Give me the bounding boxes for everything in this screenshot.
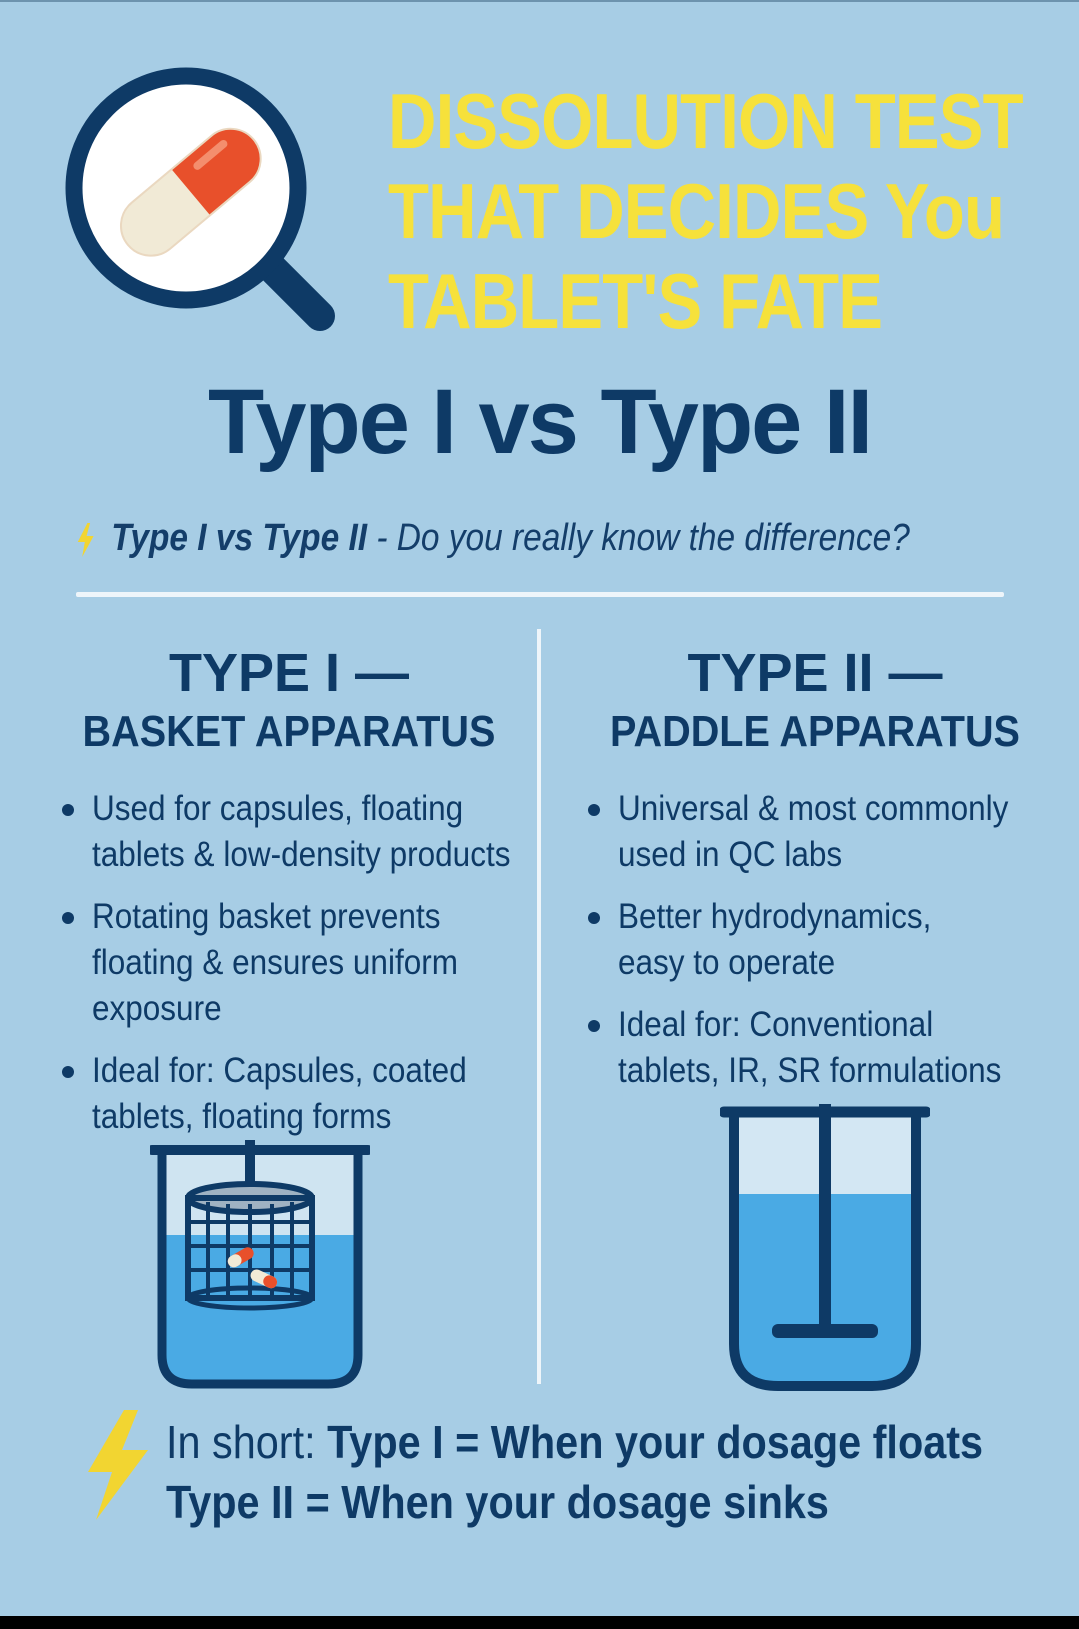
lightning-bolt-icon: [82, 1410, 152, 1520]
subtitle: Type I vs Type II: [207, 371, 872, 473]
bullet-line: Used for capsules, floating: [92, 789, 464, 828]
bullet-line: used in QC labs: [618, 835, 843, 874]
type1-heading-bottom: BASKET APPARATUS: [82, 707, 496, 756]
type1-heading: [54, 642, 524, 760]
bullet-line: Rotating basket prevents: [92, 897, 441, 936]
type2-bullet-list: [580, 786, 1050, 1094]
type2-heading-bottom: PADDLE APPARATUS: [610, 707, 1020, 756]
summary: [166, 1412, 984, 1532]
bullet-line: tablets, IR, SR formulations: [618, 1051, 1002, 1090]
horizontal-divider: [76, 592, 1004, 597]
small-lightning-bolt-icon: [76, 523, 95, 557]
bullet-line: easy to operate: [618, 943, 836, 982]
question-bold: Type I vs Type II: [111, 517, 368, 559]
main-title: [388, 76, 1023, 346]
type2-bullet: [580, 894, 1050, 986]
title-line-2: THAT DECIDES You: [388, 167, 1005, 255]
type2-column: [580, 642, 1050, 1110]
bullet-line: exposure: [92, 989, 222, 1028]
type2-heading-top: TYPE II —: [687, 643, 943, 703]
summary-line-2: Type II = When your dosage sinks: [166, 1476, 829, 1528]
type1-column: [54, 642, 524, 1156]
type1-heading-top: TYPE I —: [168, 643, 410, 703]
paddle-apparatus-icon: [720, 1104, 930, 1394]
title-line-1: DISSOLUTION TEST: [388, 77, 1023, 165]
bullet-line: Universal & most commonly: [618, 789, 1009, 828]
summary-line-1: Type I = When your dosage floats: [327, 1416, 984, 1468]
bullet-line: Ideal for: Conventional: [618, 1005, 934, 1044]
type2-bullet: [580, 786, 1050, 878]
bullet-line: tablets, floating forms: [92, 1097, 392, 1136]
bullet-line: Ideal for: Capsules, coated: [92, 1051, 467, 1090]
basket-apparatus-icon: [150, 1140, 370, 1390]
title-line-3: TABLET'S FATE: [388, 257, 883, 345]
bullet-line: floating & ensures uniform: [92, 943, 458, 982]
type2-bullet: [580, 1002, 1050, 1094]
bullet-line: Better hydrodynamics,: [618, 897, 932, 936]
question-rest: - Do you really know the difference?: [367, 517, 910, 559]
summary-prefix: In short:: [166, 1416, 328, 1468]
type1-bullet: [54, 894, 524, 1032]
type1-bullet: [54, 1048, 524, 1140]
type1-bullet-list: [54, 786, 524, 1140]
question-line: [76, 514, 938, 562]
vertical-divider: [537, 629, 541, 1384]
bullet-line: tablets & low-density products: [92, 835, 511, 874]
magnifier-capsule-icon: [58, 62, 358, 352]
type1-bullet: [54, 786, 524, 878]
type2-heading: [580, 642, 1050, 760]
